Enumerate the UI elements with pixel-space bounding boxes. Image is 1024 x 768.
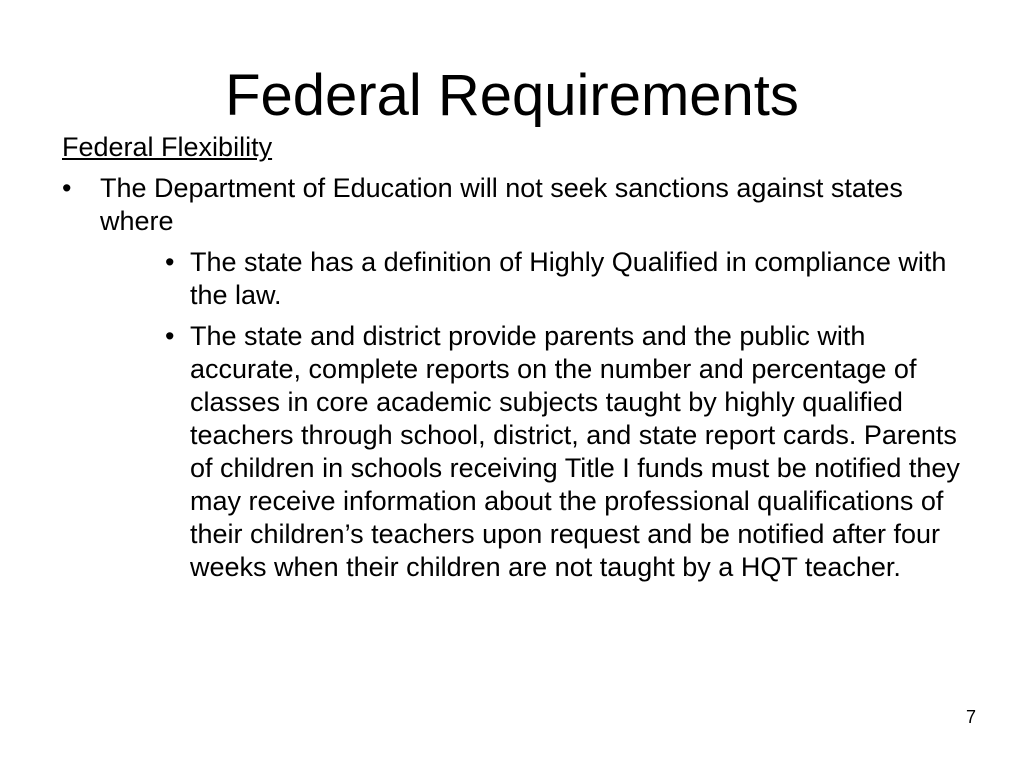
sub-bullet-item: [165, 320, 965, 584]
page-number: 7: [965, 707, 976, 727]
sub-bullet-item: [165, 246, 965, 312]
bullet-item: [62, 172, 962, 238]
sub-bullet-marker: •: [165, 321, 175, 351]
section-subheading: Federal Flexibility: [62, 132, 273, 162]
bullet-text: The Department of Education will not seek sanctions against states where: [100, 173, 903, 236]
sub-bullet-text: The state and district provide parents and the public with accurate, complete reports on the number and percentage of classes in core academic subjects taught by highly qualified teachers through school, district, and state report cards. Parents of children in schools receiving Title I funds must be notified they may receive information about the professional qualifications of their children’s teachers upon request and be notified after four weeks when their children are not taught by a HQT teacher.: [190, 321, 960, 582]
sub-bullet-marker: •: [165, 247, 175, 277]
sub-bullet-list: [165, 246, 965, 592]
bullet-marker: •: [62, 173, 72, 203]
sub-bullet-text: The state has a definition of Highly Qualified in compliance with the law.: [190, 247, 947, 310]
slide-title: Federal Requirements: [225, 63, 799, 128]
